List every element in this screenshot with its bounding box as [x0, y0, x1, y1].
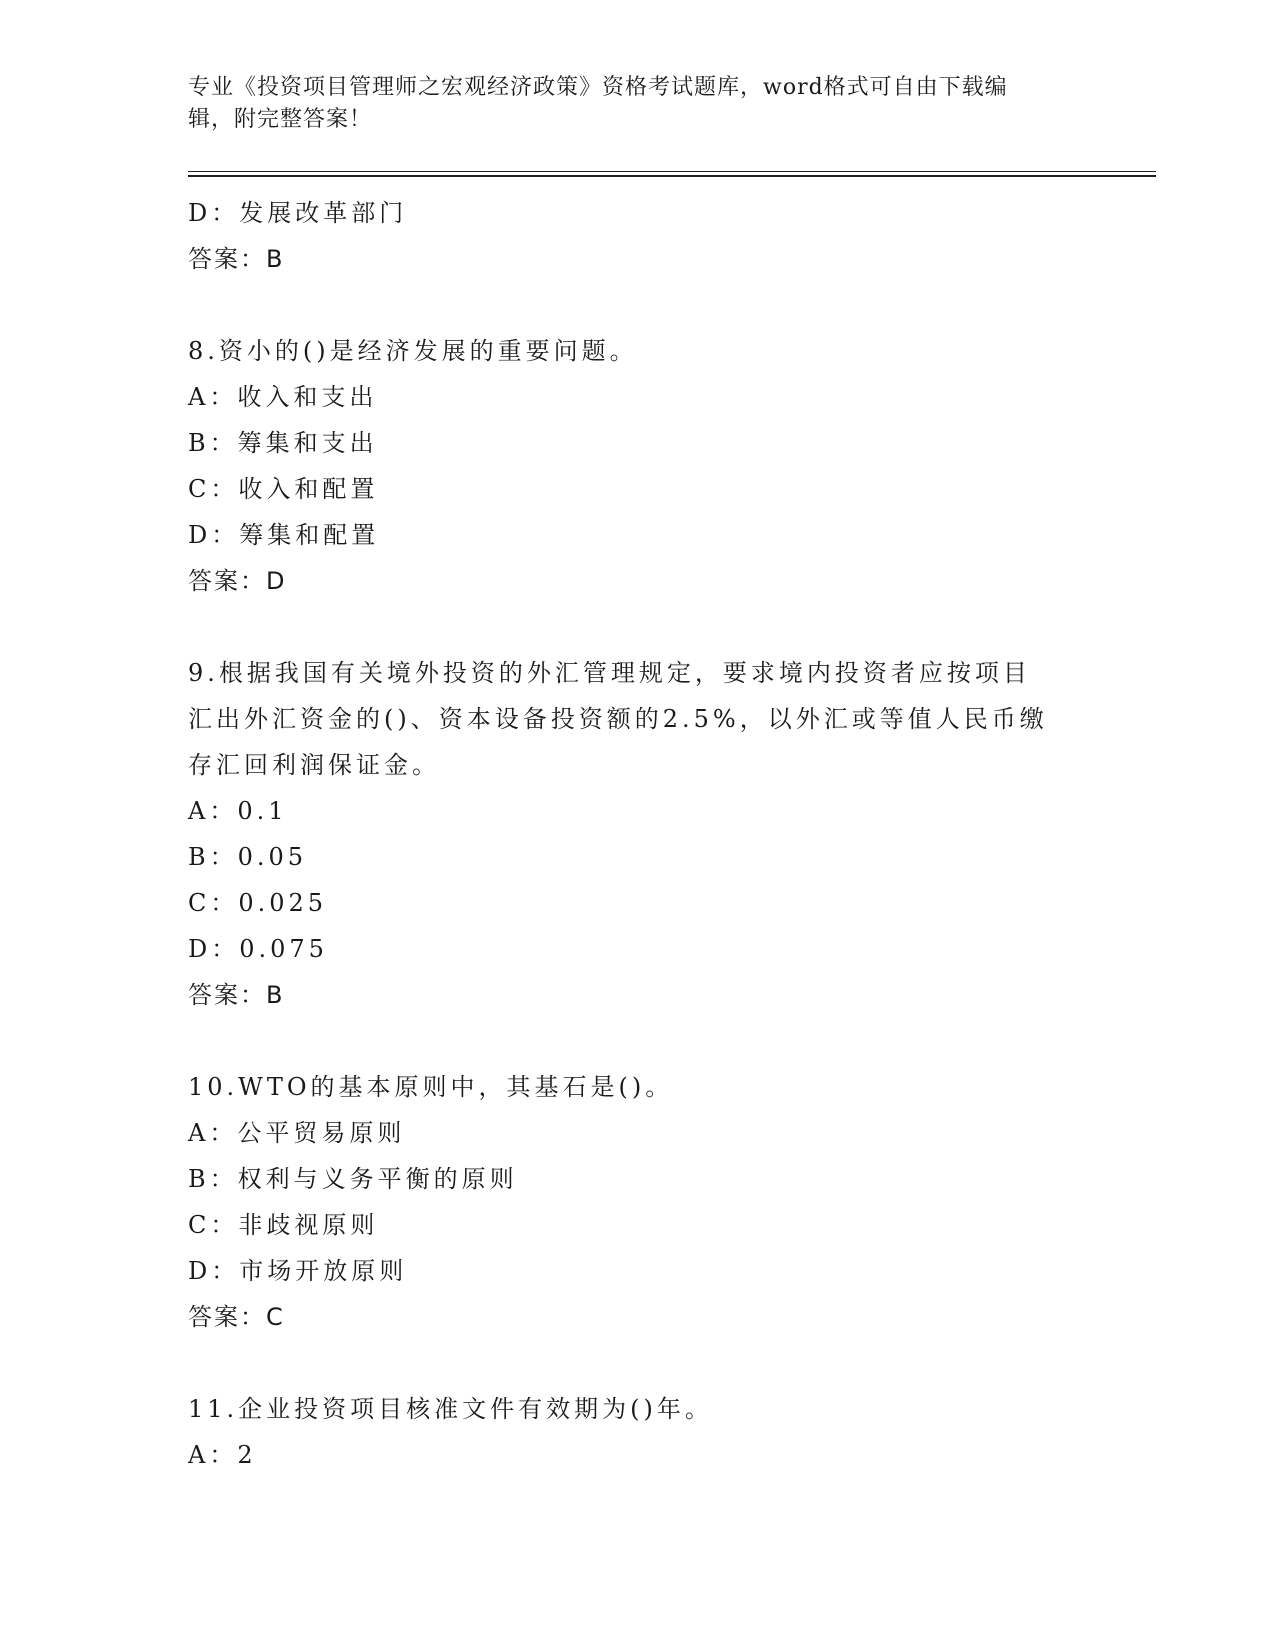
q10-option-d: D：市场开放原则: [188, 1257, 408, 1285]
q8-stem: 8.资小的()是经济发展的重要问题。: [188, 337, 638, 365]
q8-answer: 答案：D: [188, 567, 287, 595]
q10-option-a: A：公平贸易原则: [188, 1119, 406, 1147]
prev-answer: 答案：B: [188, 245, 285, 273]
q9-option-a: A：0.1: [188, 797, 288, 825]
header-rule-bottom: [188, 175, 1156, 177]
q10-stem: 10.WTO的基本原则中，其基石是()。: [188, 1073, 674, 1101]
q9-option-c: C：0.025: [188, 889, 328, 917]
document-header: [188, 72, 1068, 136]
q8-option-d: D：筹集和配置: [188, 521, 380, 549]
q8-option-c: C：收入和配置: [188, 475, 379, 503]
q10-option-c: C：非歧视原则: [188, 1211, 379, 1239]
q9-stem-line-1: 9.根据我国有关境外投资的外汇管理规定，要求境内投资者应按项目: [188, 659, 1031, 687]
q10-answer: 答案：C: [188, 1303, 285, 1331]
q9-stem-line-3: 存汇回利润保证金。: [188, 751, 440, 779]
q10-option-b: B：权利与义务平衡的原则: [188, 1165, 518, 1193]
prev-option-d: D：发展改革部门: [188, 199, 408, 227]
q8-option-a: A：收入和支出: [188, 383, 378, 411]
header-line-2: 辑，附完整答案！: [188, 107, 373, 132]
q9-option-b: B：0.05: [188, 843, 308, 871]
header-line-1: 专业《投资项目管理师之宏观经济政策》资格考试题库，word格式可自由下载编: [188, 75, 1008, 100]
question-list: [188, 190, 1088, 1478]
q11-option-a: A：2: [188, 1441, 257, 1469]
header-rule-top: [188, 171, 1156, 172]
q11-stem: 11.企业投资项目核准文件有效期为()年。: [188, 1395, 713, 1423]
q9-answer: 答案：B: [188, 981, 285, 1009]
q9-option-d: D：0.075: [188, 935, 328, 963]
q9-stem-line-2: 汇出外汇资金的()、资本设备投资额的2.5%，以外汇或等值人民币缴: [188, 705, 1048, 733]
q8-option-b: B：筹集和支出: [188, 429, 378, 457]
